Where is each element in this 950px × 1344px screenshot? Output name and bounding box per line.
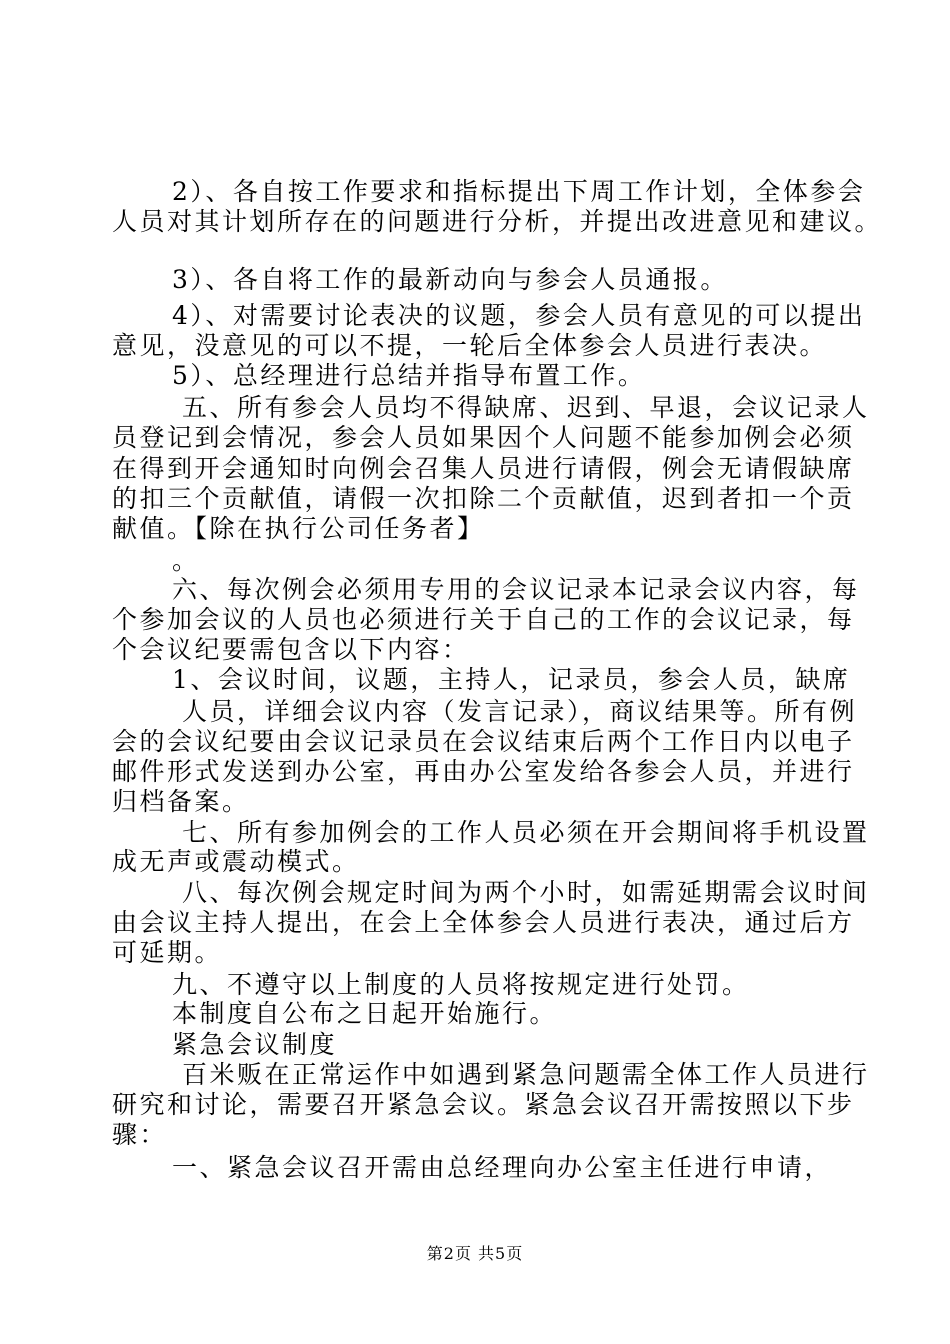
text-line: 六、每次例会必须用专用的会议记录本记录会议内容，每 [172, 575, 860, 604]
text-line: 成无声或震动模式。 [112, 847, 360, 876]
text-line: 可延期。 [112, 938, 223, 967]
text-line: 邮件形式发送到办公室，再由办公室发给各参会人员，并进行 [112, 757, 855, 786]
text-line: 由会议主持人提出，在会上全体参会人员进行表决，通过后方 [112, 908, 855, 937]
text-line: 献值。【除在执行公司任务者】 [112, 514, 485, 543]
section-heading: 紧急会议制度 [172, 1030, 338, 1059]
text-line: 的扣三个贡献值，请假一次扣除二个贡献值，迟到者扣一个贡 [112, 484, 855, 513]
text-line: 人员对其计划所存在的问题进行分析，并提出改进意见和建议。 [112, 207, 883, 236]
text-line: 员登记到会情况，参会人员如果因个人问题不能参加例会必须 [112, 423, 855, 452]
text-line: 一、紧急会议召开需由总经理向办公室主任进行申请， [172, 1153, 833, 1182]
text-line: 人员，详细会议内容（发言记录），商议结果等。所有例 [182, 697, 858, 726]
text-line: 3）、各自将工作的最新动向与参会人员通报。 [172, 265, 728, 294]
text-line: 4）、对需要讨论表决的议题，参会人员有意见的可以提出 [172, 301, 866, 330]
text-line: 个参加会议的人员也必须进行关于自己的工作的会议记录，每 [112, 605, 855, 634]
page-footer: 第2页 共5页 [426, 1244, 524, 1263]
text-line: 研究和讨论，需要召开紧急会议。紧急会议召开需按照以下步 [112, 1090, 855, 1119]
text-line: 五、所有参会人员均不得缺席、迟到、早退，会议记录人 [182, 393, 870, 422]
text-line: 百米贩在正常运作中如遇到紧急问题需全体工作人员进行 [182, 1060, 870, 1089]
text-line: 在得到开会通知时向例会召集人员进行请假，例会无请假缺席 [112, 454, 855, 483]
text-line: 归档备案。 [112, 787, 250, 816]
text-line: 骤： [112, 1120, 168, 1149]
text-line: 1、会议时间，议题，主持人，记录员，参会人员，缺席 [172, 665, 851, 694]
text-line: 八、每次例会规定时间为两个小时，如需延期需会议时间 [182, 878, 870, 907]
text-line: 本制度自公布之日起开始施行。 [172, 999, 558, 1028]
text-line: 2）、各自按工作要求和指标提出下周工作计划，全体参会 [172, 177, 866, 206]
text-line: 5）、总经理进行总结并指导布置工作。 [172, 361, 646, 390]
text-line: 会的会议纪要由会议记录员在会议结束后两个工作日内以电子 [112, 727, 855, 756]
text-line: 七、所有参加例会的工作人员必须在开会期间将手机设置 [182, 818, 870, 847]
text-line: 九、不遵守以上制度的人员将按规定进行处罚。 [172, 970, 750, 999]
text-line: 个会议纪要需包含以下内容： [112, 635, 470, 664]
text-line: 。 [172, 546, 200, 575]
text-line: 意见，没意见的可以不提，一轮后全体参会人员进行表决。 [112, 331, 828, 360]
